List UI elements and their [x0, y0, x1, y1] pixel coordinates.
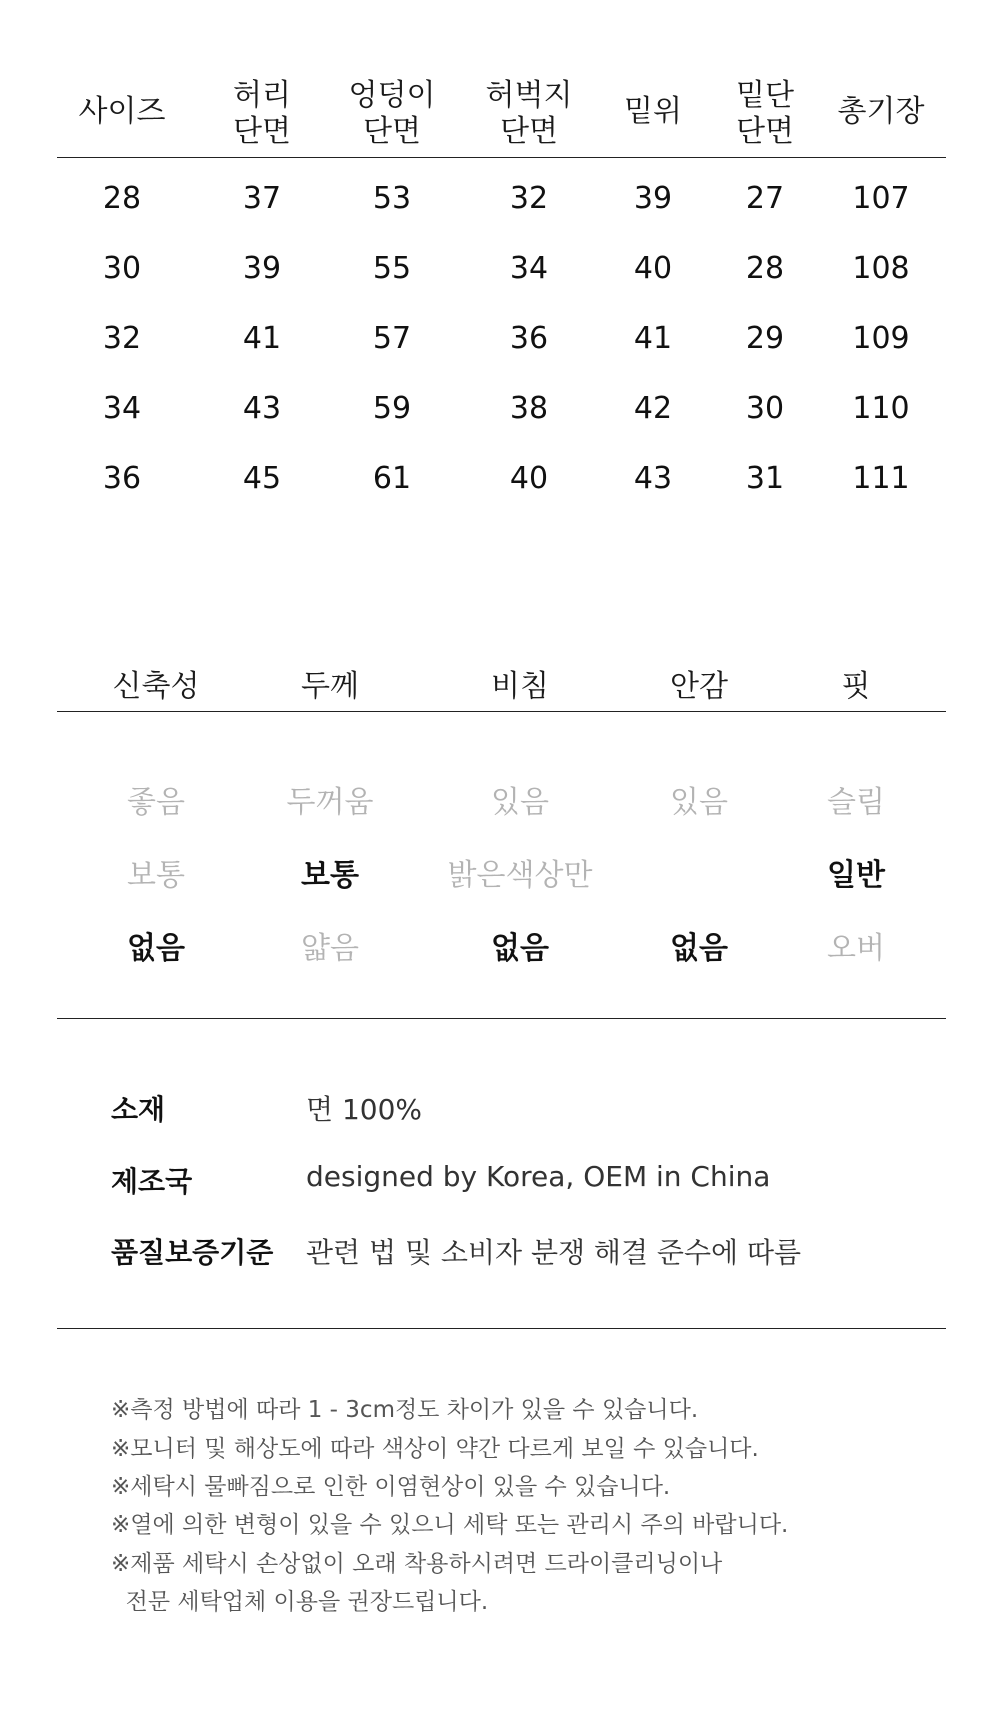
size-cell: 53	[372, 181, 412, 216]
size-cell: 45	[242, 461, 282, 496]
attribute-option: 슬림	[827, 785, 885, 820]
size-header-cell: 밑위	[624, 94, 682, 129]
attribute-header: 두께	[301, 669, 359, 704]
size-cell: 29	[745, 321, 785, 356]
size-cell: 31	[745, 461, 785, 496]
size-cell: 57	[372, 321, 412, 356]
size-cell: 110	[852, 391, 910, 426]
size-cell: 34	[102, 391, 142, 426]
quality-standard-label: 품질보증기준	[111, 1236, 274, 1269]
attribute-option: 오버	[827, 931, 885, 966]
note-line: ※세탁시 물빠짐으로 인한 이염현상이 있을 수 있습니다.	[111, 1474, 671, 1500]
attribute-option: 있음	[491, 785, 549, 820]
size-cell: 107	[852, 181, 910, 216]
size-cell: 36	[102, 461, 142, 496]
size-cell: 59	[372, 391, 412, 426]
size-header-cell: 허리 단면	[233, 78, 291, 149]
size-cell: 39	[242, 251, 282, 286]
size-cell: 32	[102, 321, 142, 356]
size-table-divider	[57, 157, 946, 158]
origin-value: designed by Korea, OEM in China	[306, 1160, 771, 1193]
size-cell: 28	[745, 251, 785, 286]
size-header-cell: 총기장	[837, 94, 925, 129]
size-cell: 40	[633, 251, 673, 286]
size-cell: 27	[745, 181, 785, 216]
size-cell: 38	[509, 391, 549, 426]
size-cell: 43	[242, 391, 282, 426]
attributes-bottom-divider	[57, 1018, 946, 1019]
note-line: ※제품 세탁시 손상없이 오래 착용하시려면 드라이클리닝이나	[111, 1551, 723, 1577]
attribute-option: 좋음	[127, 785, 185, 820]
size-cell: 28	[102, 181, 142, 216]
attribute-option-selected: 없음	[491, 931, 549, 966]
attribute-header: 비침	[491, 669, 549, 704]
quality-standard-value: 관련 법 및 소비자 분쟁 해결 준수에 따름	[306, 1236, 802, 1269]
size-cell: 40	[509, 461, 549, 496]
attribute-option: 있음	[670, 785, 728, 820]
size-cell: 36	[509, 321, 549, 356]
note-line: ※측정 방법에 따라 1 - 3cm정도 차이가 있을 수 있습니다.	[111, 1397, 699, 1423]
attribute-option-selected: 보통	[301, 858, 359, 893]
size-cell: 43	[633, 461, 673, 496]
size-cell: 41	[633, 321, 673, 356]
attribute-option: 두꺼움	[286, 785, 374, 820]
size-cell: 41	[242, 321, 282, 356]
size-cell: 111	[852, 461, 910, 496]
attribute-option: 얇음	[301, 931, 359, 966]
size-cell: 55	[372, 251, 412, 286]
notes-divider	[57, 1328, 946, 1329]
size-cell: 108	[852, 251, 910, 286]
size-cell: 37	[242, 181, 282, 216]
size-cell: 32	[509, 181, 549, 216]
size-cell: 42	[633, 391, 673, 426]
size-cell: 34	[509, 251, 549, 286]
size-cell: 61	[372, 461, 412, 496]
note-line: ※모니터 및 해상도에 따라 색상이 약간 다르게 보일 수 있습니다.	[111, 1436, 759, 1462]
attribute-option-selected: 없음	[127, 931, 185, 966]
origin-label: 제조국	[111, 1165, 193, 1198]
size-cell: 39	[633, 181, 673, 216]
size-cell: 30	[745, 391, 785, 426]
attribute-option-selected: 일반	[827, 858, 885, 893]
attribute-option: 밝은색상만	[447, 858, 593, 893]
material-label: 소재	[111, 1093, 166, 1126]
size-cell: 109	[852, 321, 910, 356]
attribute-header: 핏	[841, 669, 871, 704]
size-cell: 30	[102, 251, 142, 286]
attributes-divider	[57, 711, 946, 712]
attribute-header: 안감	[670, 669, 728, 704]
size-header-cell: 밑단 단면	[736, 78, 794, 149]
note-line: ※열에 의한 변형이 있을 수 있으니 세탁 또는 관리시 주의 바랍니다.	[111, 1512, 789, 1538]
attribute-header: 신축성	[112, 669, 200, 704]
note-line: 전문 세탁업체 이용을 권장드립니다.	[111, 1589, 489, 1615]
size-header-cell: 허벅지 단면	[485, 78, 573, 149]
attribute-option: 보통	[127, 858, 185, 893]
size-header-cell: 엉덩이 단면	[348, 78, 436, 149]
size-header-cell: 사이즈	[78, 94, 166, 129]
material-value: 면 100%	[306, 1093, 422, 1126]
attribute-option-selected: 없음	[670, 931, 728, 966]
